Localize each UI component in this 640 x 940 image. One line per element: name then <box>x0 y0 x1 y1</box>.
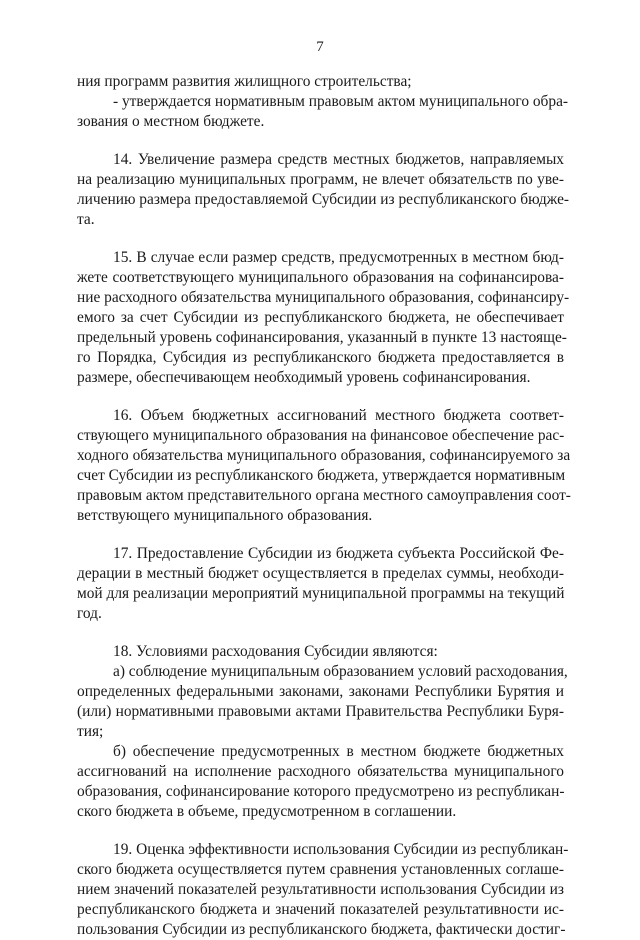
text-line: счет Субсидии из республиканского бюджета, утверждается нормативным <box>77 467 566 484</box>
text-line: 15. В случае если размер средств, предусмотренных в местном бюд- <box>113 249 564 266</box>
text-line: год. <box>77 605 102 622</box>
text-line: та. <box>77 211 95 228</box>
text-line: личению размера предоставляемой Субсидии из республиканского бюдже- <box>77 191 570 208</box>
paragraph-p16 <box>77 406 571 526</box>
page-number: 7 <box>316 39 324 55</box>
text-line: ходного обязательства муниципального образования, софинансируемого за <box>77 447 571 464</box>
text-line: мой для реализации мероприятий муниципальной программы на текущий <box>77 585 565 602</box>
text-line: (или) нормативными правовыми актами Правительства Республики Буря- <box>77 703 564 720</box>
text-line: на реализацию муниципальных программ, не влечет обязательств по уве- <box>77 171 564 188</box>
text-line: республиканского бюджета и значений показателей результативности ис- <box>77 901 564 918</box>
text-line: определенных федеральными законами, законами Республики Бурятия и <box>77 683 564 700</box>
text-line: 14. Увеличение размера средств местных бюджетов, направляемых <box>113 151 564 168</box>
text-line: 16. Объем бюджетных ассигнований местного бюджета соответ- <box>113 407 564 424</box>
paragraph-p18a <box>77 662 568 742</box>
text-line: 17. Предоставление Субсидии из бюджета субъекта Российской Фе- <box>113 545 564 562</box>
text-line: - утверждается нормативным правовым актом муниципального обра- <box>113 93 569 110</box>
text-line: жете соответствующего муниципального образования на софинансирова- <box>77 269 564 286</box>
paragraph-p19 <box>77 840 569 940</box>
text-line: тия; <box>77 723 104 740</box>
text-line: ствующего муниципального образования на финансовое обеспечение рас- <box>77 427 565 444</box>
text-line: ние расходного обязательства муниципального образования, софинансиру- <box>77 289 570 306</box>
paragraph-p18b <box>77 742 564 822</box>
text-line: ского бюджета осуществляется путем сравнения установленных соглаше- <box>77 861 564 878</box>
text-line: 18. Условиями расходования Субсидии являются: <box>113 643 438 660</box>
paragraph-spacer <box>77 230 564 248</box>
text-line: дерации в местный бюджет осуществляется в пределах суммы, необходи- <box>77 565 564 582</box>
text-line: образования, софинансирование которого предусмотрено из республикан- <box>77 783 565 800</box>
text-line: 19. Оценка эффективности использования Субсидии из республикан- <box>113 841 569 858</box>
text-line: нием значений показателей результативности использования Субсидии из <box>77 881 564 898</box>
paragraph-spacer <box>77 132 564 150</box>
text-line: ассигнований на исполнение расходного обязательства муниципального <box>77 763 564 780</box>
text-line: зования о местном бюджете. <box>77 113 265 130</box>
paragraph-spacer <box>77 388 564 406</box>
paragraph-spacer <box>77 822 564 840</box>
text-line: ния программ развития жилищного строительства; <box>77 73 412 90</box>
paragraph-p18 <box>77 642 564 662</box>
text-line: ского бюджета в объеме, предусмотренном в соглашении. <box>77 803 457 820</box>
text-line: а) соблюдение муниципальным образованием условий расходования, <box>113 663 568 680</box>
text-line: предельный уровень софинансирования, указанный в пункте 13 настояще- <box>77 329 567 346</box>
paragraph-p17 <box>77 544 564 624</box>
text-line: б) обеспечение предусмотренных в местном бюджете бюджетных <box>113 743 564 760</box>
text-line: емого за счет Субсидии из республиканского бюджета, не обеспечивает <box>77 309 564 326</box>
text-line: го Порядка, Субсидия из республиканского бюджета предоставляется в <box>77 349 564 366</box>
text-line: ветствующего муниципального образования. <box>77 507 373 524</box>
paragraph-spacer <box>77 624 564 642</box>
paragraph-p-dash <box>77 92 569 132</box>
document-body <box>77 72 571 940</box>
paragraph-p-cont <box>77 72 564 92</box>
paragraph-spacer <box>77 526 564 544</box>
text-line: пользования Субсидии из республиканского бюджета, фактически достиг- <box>77 921 566 938</box>
paragraph-p15 <box>77 248 570 388</box>
text-line: размере, обеспечивающем необходимый уровень софинансирования. <box>77 369 531 386</box>
paragraph-p14 <box>77 150 570 230</box>
text-line: правовым актом представительного органа местного самоуправления соот- <box>77 487 571 504</box>
